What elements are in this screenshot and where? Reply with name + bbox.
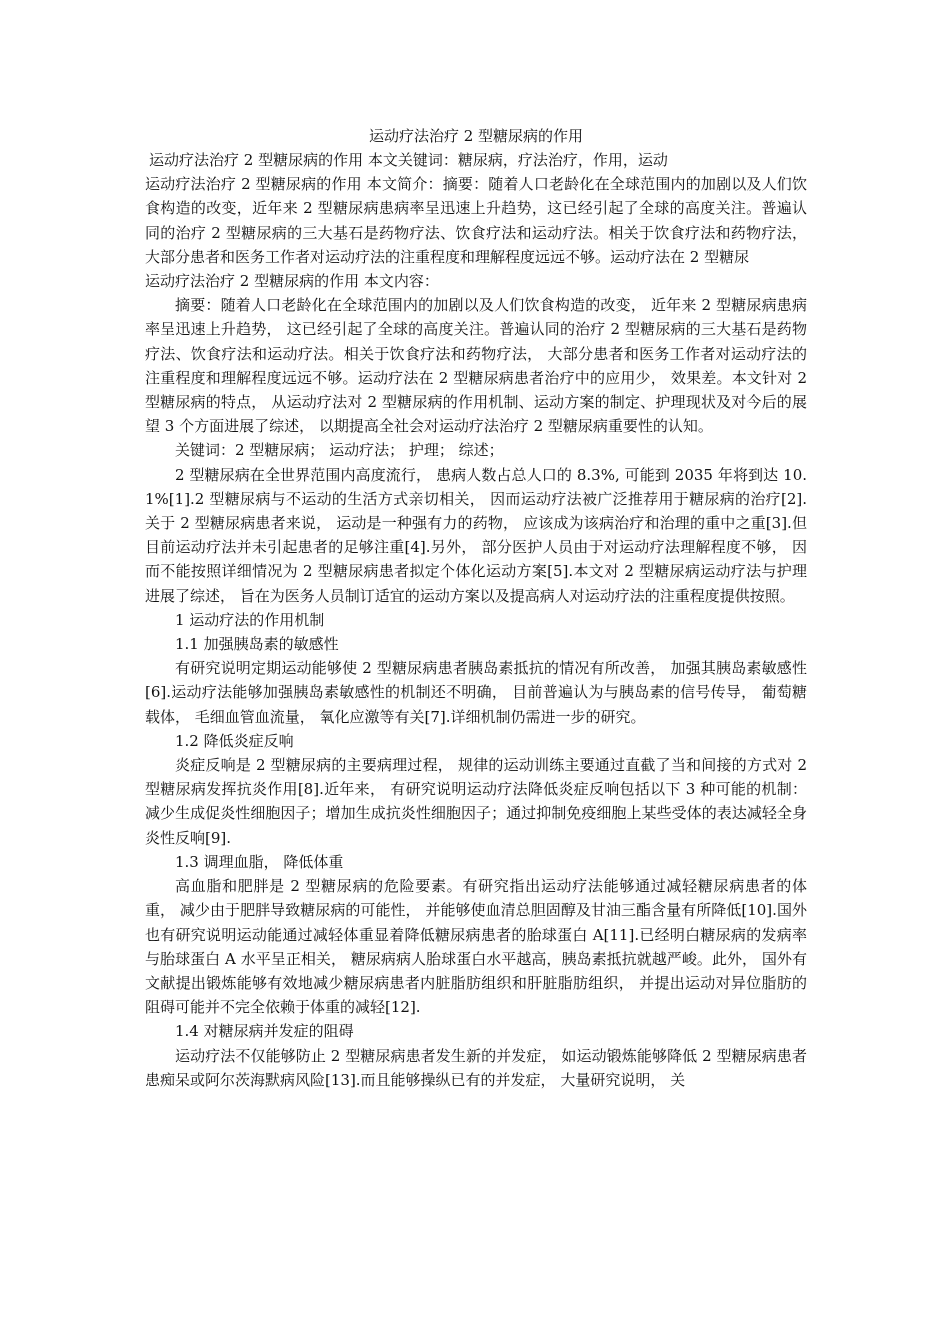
section-heading: 1 运动疗法的作用机制 bbox=[175, 610, 325, 629]
subsection-paragraph: 有研究说明定期运动能够使 2 型糖尿病患者胰岛素抵抗的情况有所改善， 加强其胰岛素敏感性[6].运动疗法能够加强胰岛素敏感性的机制还不明确， 目前普遍认为与胰岛素的信号传导， 葡萄糖载体， 毛细血管血流量， 氧化应激等有关[7].详细机制仍需进一步的研究。 bbox=[145, 659, 807, 726]
intro-paragraph: 2 型糖尿病在全世界范围内高度流行， 患病人数占总人口的 8.3%, 可能到 2035 年将到达 10.1%[1].2 型糖尿病与不运动的生活方式亲切相关， 因而运动疗法被广泛推荐用于糖尿病的治疗[2].关于 2 型糖尿病患者来说， 运动是一种强有力的药物， 应该成为该病治疗和治理的重中之重[3].但目前运动疗法并未引起患者的足够注重[4].另外， 部分医护人员由于对运动疗法理解程度不够， 因而不能按照详细情况为 2 型糖尿病患者拟定个体化运动方案[5].本文对 2 型糖尿病运动疗法与护理进展了综述， 旨在为医务人员制订适宜的运动方案以及提高病人对运动疗法的注重程度提供按照。 bbox=[145, 465, 807, 605]
abstract-paragraph: 摘要：随着人口老龄化在全球范围内的加剧以及人们饮食构造的改变， 近年来 2 型糖尿病患病率呈迅速上升趋势， 这已经引起了全球的高度关注。普遍认同的治疗 2 型糖尿病的三大基石是药物疗法、饮食疗法和运动疗法。相关于饮食疗法和药物疗法， 大部分患者和医务工作者对运动疗法的注重程度和理解程度远远不够。运动疗法在 2 型糖尿病患者治疗中的应用少， 效果差。本文针对 2 型糖尿病的特点， 从运动疗法对 2 型糖尿病的作用机制、运动方案的制定、护理现状及对今后的展望 3 个方面进展了综述， 以期提高全社会对运动疗法治疗 2 型糖尿病重要性的认知。 bbox=[145, 296, 807, 436]
subsection-paragraph: 高血脂和肥胖是 2 型糖尿病的危险要素。有研究指出运动疗法能够通过减轻糖尿病患者的体重， 减少由于肥胖导致糖尿病的可能性， 并能够使血清总胆固醇及甘油三酯含量有所降低[10].国外也有研究说明运动能通过减轻体重显着降低糖尿病患者的胎球蛋白 A[11].已经明白糖尿病的发病率与胎球蛋白 A 水平呈正相关， 糖尿病病人胎球蛋白水平越高，胰岛素抵抗就越严峻。此外， 国外有文献提出锻炼能够有效地减少糖尿病患者内脏脂肪组织和肝脏脂肪组织， 并提出运动对异位脂肪的阻碍可能并不完全依赖于体重的减轻[12]. bbox=[145, 877, 807, 1017]
subsection-heading: 1.1 加强胰岛素的敏感性 bbox=[175, 635, 339, 654]
subsection-heading: 1.3 调理血脂， 降低体重 bbox=[175, 852, 344, 871]
meta-content-line: 运动疗法治疗 2 型糖尿病的作用 本文内容： bbox=[145, 272, 439, 291]
subsection-paragraph: 运动疗法不仅能够防止 2 型糖尿病患者发生新的并发症， 如运动锻炼能够降低 2 型糖尿病患者患痴呆或阿尔茨海默病风险[13].而且能够操纵已有的并发症， 大量研究说明， 关 bbox=[145, 1046, 807, 1089]
subsection-paragraph: 炎症反响是 2 型糖尿病的主要病理过程， 规律的运动训练主要通过直截了当和间接的方式对 2 型糖尿病发挥抗炎作用[8].近年来， 有研究说明运动疗法降低炎症反响包括以下 3 种可能的机制：减少生成促炎性细胞因子；增加生成抗炎性细胞因子；通过抑制免疫细胞上某些受体的表达减轻全身炎性反响[9]. bbox=[145, 756, 807, 847]
keywords-line: 关键词：2 型糖尿病； 运动疗法； 护理； 综述； bbox=[175, 441, 504, 460]
subsection-heading: 1.2 降低炎症反响 bbox=[175, 731, 294, 750]
subsection-heading: 1.4 对糖尿病并发症的阻碍 bbox=[175, 1022, 354, 1041]
meta-keywords-line: 运动疗法治疗 2 型糖尿病的作用 本文关键词：糖尿病，疗法治疗，作用，运动 bbox=[149, 151, 668, 169]
document-page bbox=[145, 124, 807, 1092]
meta-intro-paragraph: 运动疗法治疗 2 型糖尿病的作用 本文简介：摘要：随着人口老龄化在全球范围内的加剧以及人们饮食构造的改变，近年来 2 型糖尿病患病率呈迅速上升趋势，这已经引起了全球的高度关注。普遍认同的治疗 2 型糖尿病的三大基石是药物疗法、饮食疗法和运动疗法。相关于饮食疗法和药物疗法，大部分患者和医务工作者对运动疗法的注重程度和理解程度远远不够。运动疗法在 2 型糖尿 bbox=[145, 175, 807, 266]
document-title: 运动疗法治疗 2 型糖尿病的作用 bbox=[368, 127, 584, 145]
